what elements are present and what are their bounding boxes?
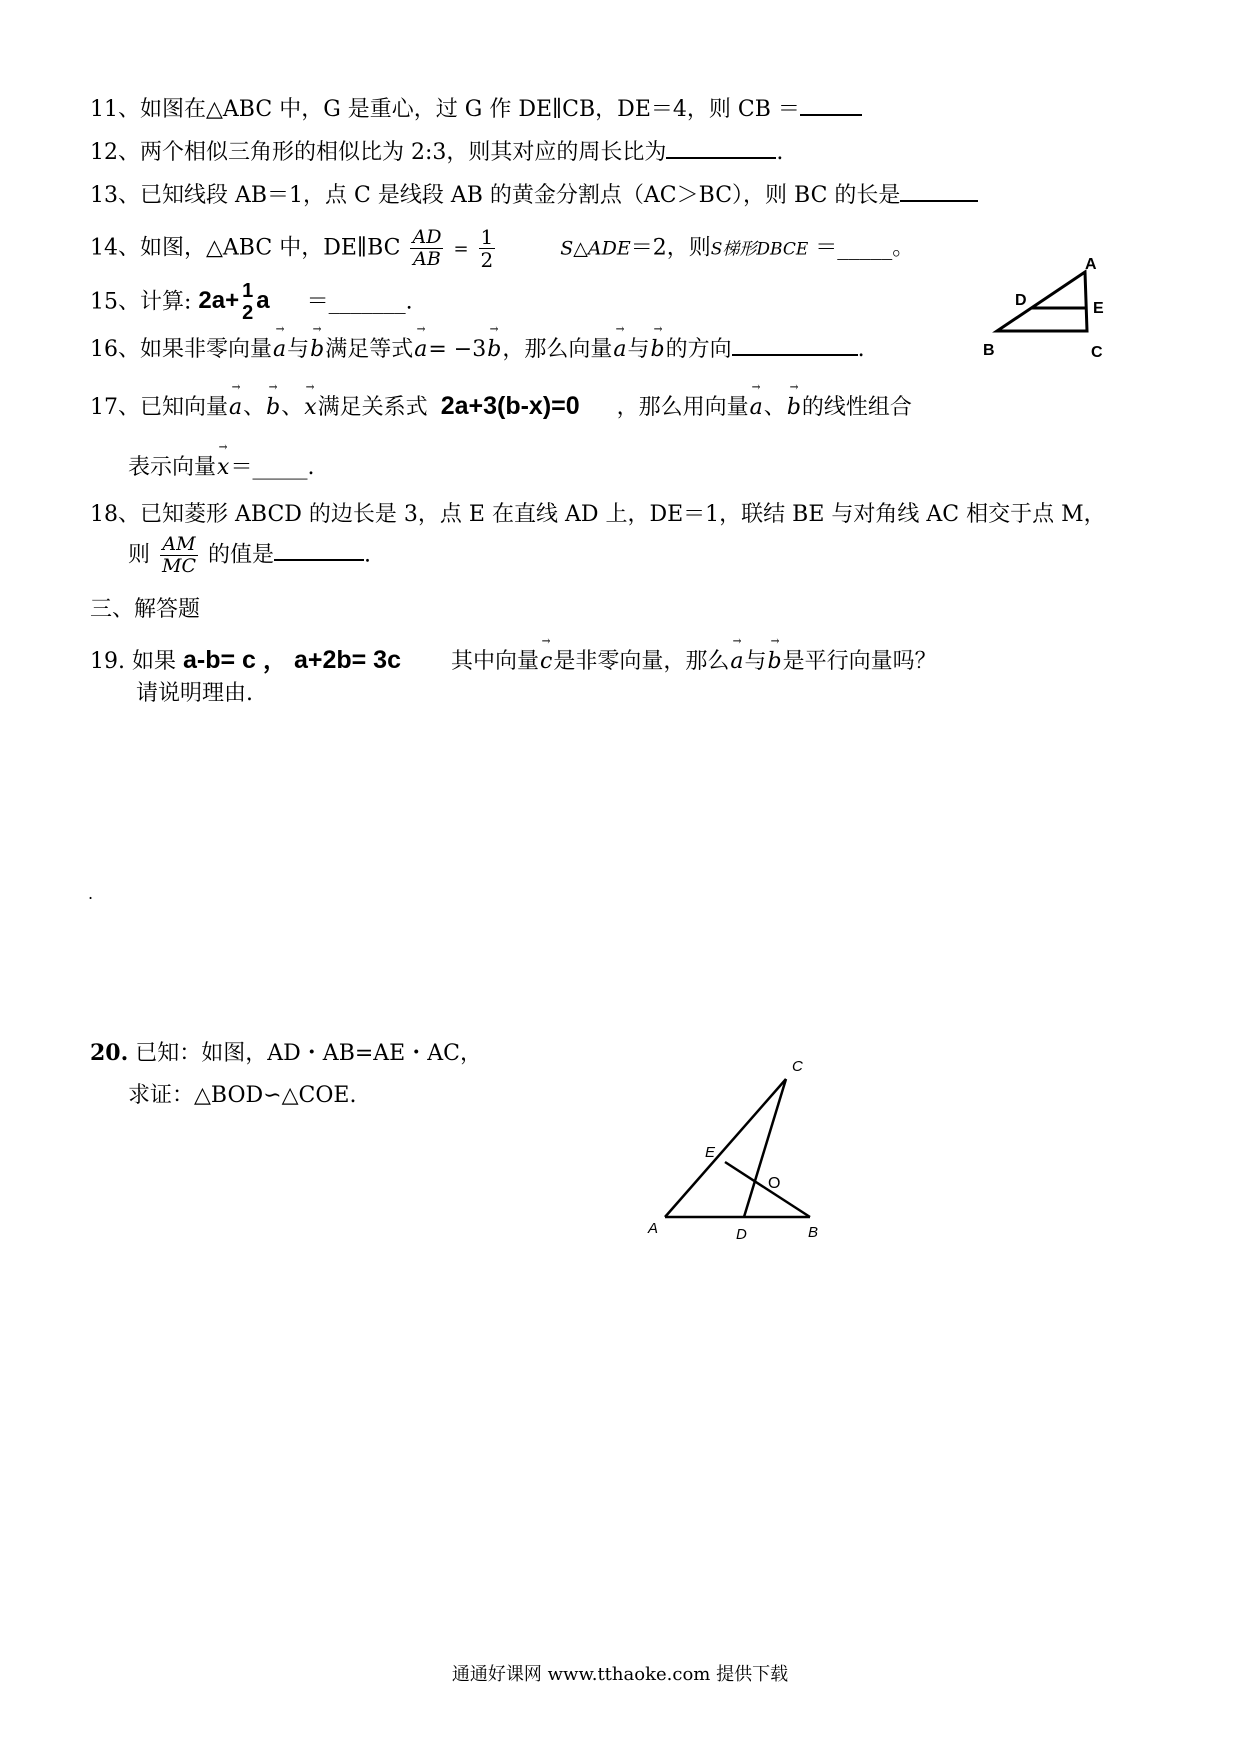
text: = −3	[428, 337, 487, 362]
question-17	[90, 390, 912, 421]
question-19	[90, 640, 937, 675]
vector-a: → a	[413, 337, 428, 362]
figure-20-triangle	[640, 1055, 870, 1255]
area-dbce: S梯形DBCE	[710, 239, 809, 260]
label-a: A	[1085, 256, 1097, 273]
question-20-number: 20.	[90, 1040, 129, 1066]
frac-denominator: AB	[413, 248, 441, 270]
question-11	[90, 92, 862, 123]
question-20	[90, 1036, 482, 1067]
text: 、	[281, 395, 304, 420]
vector-a: → a	[228, 395, 243, 420]
question-15-end: ＝_______.	[306, 289, 413, 315]
footer-text: 通通好课网 www.tthaoke.com 提供下载	[451, 1664, 789, 1685]
text: 与	[287, 337, 310, 362]
equals-sign: =	[453, 238, 469, 260]
answer-blank	[800, 94, 862, 116]
label-d: D	[1015, 292, 1027, 309]
expr-part: a	[256, 287, 270, 315]
label-d: D	[736, 1226, 747, 1243]
question-11-text: 11、如图在△ABC 中，G 是重心，过 G 作 DE∥CB，DE＝4，则 CB ＝	[90, 97, 800, 122]
frac-denominator: 2	[242, 302, 254, 324]
question-14-text: 14、如图，△ABC 中，DE∥BC	[90, 235, 401, 261]
frac-numerator: 1	[480, 225, 494, 249]
vector-b: → b	[309, 337, 325, 362]
frac-denominator: 2	[480, 248, 494, 272]
question-14-mid: ＝2，则	[630, 235, 711, 261]
question-19-line2: 请说明理由.	[136, 681, 253, 706]
text: 满足关系式	[317, 395, 428, 420]
text: ，那么用向量	[616, 395, 749, 420]
text: .	[364, 542, 372, 568]
fraction-one-half	[242, 280, 253, 324]
fraction-am-mc	[160, 534, 198, 577]
question-18-text: 18、已知菱形 ABCD 的边长是 3，点 E 在直线 AD 上，DE＝1，联结 BE 与对角线 AC 相交于点 M，	[90, 502, 1106, 527]
text: 是非零向量，那么	[553, 649, 730, 674]
vector-a: → a	[749, 395, 764, 420]
question-17-text: 17、已知向量	[90, 395, 228, 420]
answer-blank	[666, 137, 776, 159]
vector-b: → b	[649, 337, 665, 362]
question-12	[90, 135, 783, 166]
label-b: B	[808, 1224, 819, 1241]
question-13	[90, 178, 978, 209]
expr-part: 2a+	[198, 287, 240, 315]
question-18-line2	[128, 534, 371, 577]
expression-15	[198, 280, 270, 324]
text: 则	[128, 542, 151, 568]
text: ，那么向量	[502, 337, 613, 362]
question-14	[90, 226, 914, 271]
section-3-title: 三、解答题	[90, 597, 201, 622]
label-e: E	[1093, 300, 1104, 317]
text: 与	[744, 649, 767, 674]
question-12-text: 12、两个相似三角形的相似比为 2:3，则其对应的周长比为	[90, 140, 667, 165]
question-13-text: 13、已知线段 AB＝1，点 C 是线段 AB 的黄金分割点（AC＞BC），则 BC 的长是	[90, 183, 901, 208]
question-20-text: 已知：如图，AD・AB=AE・AC，	[135, 1041, 482, 1066]
label-b: B	[983, 342, 995, 359]
text: ＝_____.	[230, 455, 315, 480]
question-16	[90, 332, 865, 363]
text: 、	[243, 395, 266, 420]
vector-b: → b	[486, 337, 502, 362]
frac-numerator: AM	[162, 533, 196, 555]
label-a: A	[648, 1220, 659, 1237]
expression-19b: a+2b= 3c	[293, 646, 401, 674]
text: 的方向	[665, 337, 732, 362]
text: 的值是	[208, 542, 275, 568]
stray-dot: .	[88, 884, 94, 903]
question-12-end: .	[776, 140, 784, 165]
area-ade: S△ADE	[560, 237, 631, 260]
question-20-line2: 求证：△BOD∽△COE.	[128, 1083, 357, 1108]
triangle-abc	[997, 272, 1087, 331]
fraction-ad-ab	[410, 227, 443, 270]
question-15-text: 15、计算:	[90, 289, 192, 315]
expression-17: 2a+3(b-x)=0	[440, 392, 580, 420]
segment-ac	[665, 1079, 786, 1217]
label-c: C	[792, 1058, 803, 1075]
vector-c: → c	[539, 649, 553, 674]
frac-numerator: 1	[242, 280, 254, 302]
text: 是平行向量吗？	[782, 649, 937, 674]
label-c: C	[1091, 344, 1103, 361]
vector-a: → a	[272, 337, 287, 362]
vector-a: → a	[612, 337, 627, 362]
question-17-line2	[128, 450, 314, 481]
vector-a: → a	[729, 649, 744, 674]
vector-x: → x	[303, 395, 317, 420]
text: 其中向量	[450, 649, 539, 674]
question-16-text: 16、如果非零向量	[90, 337, 272, 362]
figure-14-triangle	[975, 255, 1115, 365]
question-19-text: 19. 如果	[90, 649, 176, 674]
answer-blank	[732, 334, 858, 356]
text: 的线性组合	[801, 395, 912, 420]
text: ，	[262, 647, 287, 674]
text: 满足等式	[325, 337, 414, 362]
vector-b: → b	[265, 395, 281, 420]
fraction-one-half	[479, 226, 496, 271]
expression-19a: a-b= c	[182, 646, 256, 674]
text: 、	[763, 395, 786, 420]
answer-blank	[274, 539, 364, 561]
question-18	[90, 497, 1106, 528]
label-o: O	[768, 1175, 781, 1192]
text: 与	[627, 337, 650, 362]
question-15	[90, 280, 413, 324]
text: .	[857, 337, 865, 362]
frac-numerator: AD	[412, 226, 442, 249]
vector-b: → b	[766, 649, 782, 674]
vector-b: → b	[786, 395, 802, 420]
question-14-end: ＝_____。	[815, 235, 915, 261]
frac-denominator: MC	[162, 554, 197, 577]
answer-blank	[900, 180, 978, 202]
label-e: E	[705, 1144, 716, 1161]
text: 表示向量	[128, 455, 217, 480]
vector-x: → x	[216, 455, 230, 480]
